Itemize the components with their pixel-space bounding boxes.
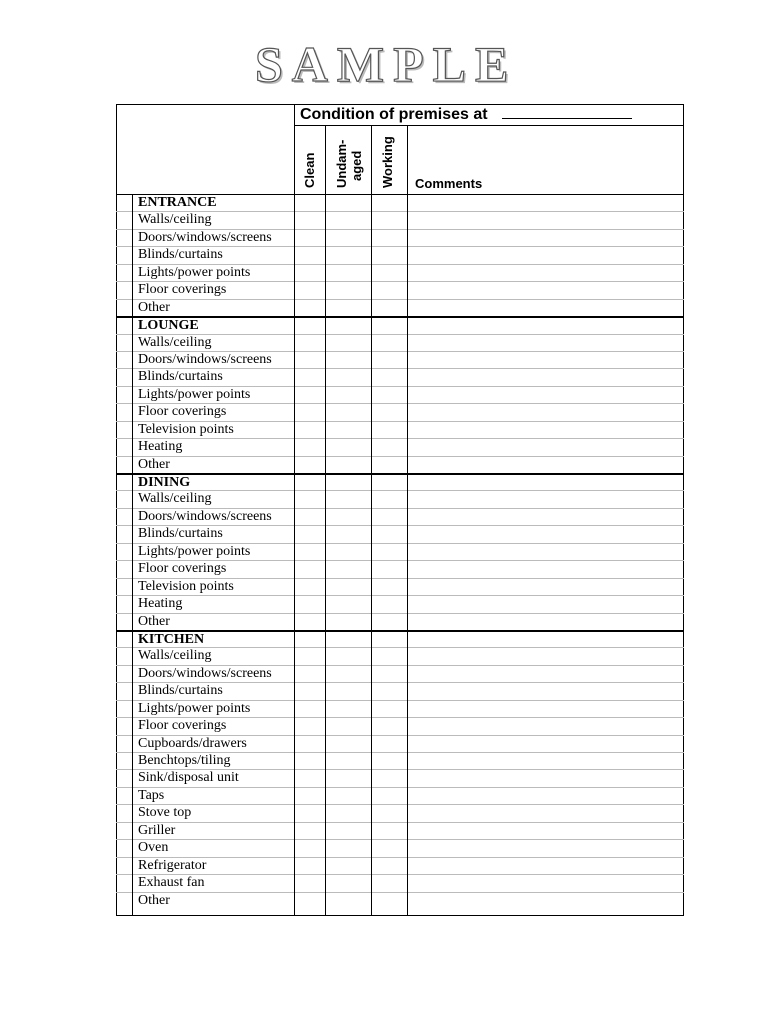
item-label: Benchtops/tiling [138, 753, 231, 768]
item-label: Heating [138, 596, 183, 612]
column-divider [371, 125, 372, 916]
item-label: Other [138, 892, 170, 908]
table-row [116, 578, 684, 595]
table-row [116, 874, 684, 891]
table-row [116, 368, 684, 385]
table-row [116, 717, 684, 734]
address-blank-line[interactable] [502, 104, 632, 119]
section-header-row [116, 194, 684, 211]
column-divider [407, 125, 408, 916]
table-row [116, 787, 684, 804]
table-row [116, 735, 684, 752]
item-label: Lights/power points [138, 264, 251, 280]
item-label: Griller [138, 822, 176, 838]
section-title: DINING [138, 475, 191, 490]
item-label: Sink/disposal unit [138, 770, 239, 786]
title-text: Condition of premises at [300, 106, 488, 123]
section-title: LOUNGE [138, 318, 199, 334]
table-row [116, 804, 684, 821]
table-row [116, 403, 684, 420]
table-row [116, 613, 684, 630]
item-label: Other [138, 299, 170, 315]
item-label: Floor coverings [138, 718, 227, 734]
table-row [116, 490, 684, 507]
item-label: Walls/ceiling [138, 491, 212, 507]
section-header-row [116, 630, 684, 647]
section-title: ENTRANCE [138, 195, 217, 210]
checklist-rows [116, 194, 684, 909]
item-label: Walls/ceiling [138, 334, 212, 350]
table-row [116, 857, 684, 874]
table-row [116, 543, 684, 560]
sample-watermark: SAMPLE [255, 36, 518, 92]
column-divider [294, 104, 295, 916]
table-row [116, 700, 684, 717]
table-row [116, 665, 684, 682]
item-label: Other [138, 613, 170, 629]
item-label: Blinds/curtains [138, 369, 223, 385]
table-row [116, 229, 684, 246]
item-label: Oven [138, 840, 169, 856]
table-row [116, 682, 684, 699]
item-label: Other [138, 456, 170, 472]
column-header-undamaged-line1: Undam- [334, 139, 349, 188]
section-title: KITCHEN [138, 631, 205, 647]
item-label: Blinds/curtains [138, 683, 223, 699]
item-label: Taps [138, 787, 165, 803]
item-label: Doors/windows/screens [138, 508, 272, 524]
table-row [116, 560, 684, 577]
section-header-row [116, 473, 684, 490]
column-divider [132, 194, 133, 916]
item-label: Television points [138, 578, 234, 594]
item-label: Television points [138, 421, 234, 437]
item-label: Floor coverings [138, 561, 227, 577]
item-label: Lights/power points [138, 386, 251, 402]
item-label: Walls/ceiling [138, 212, 212, 228]
column-header-comments: Comments [415, 176, 483, 191]
item-label: Blinds/curtains [138, 247, 223, 263]
table-row [116, 351, 684, 368]
item-label: Heating [138, 439, 183, 455]
section-header-row [116, 316, 684, 333]
table-row [116, 299, 684, 316]
table-row [116, 264, 684, 281]
table-row [116, 839, 684, 856]
item-label: Stove top [138, 805, 192, 821]
table-row [116, 525, 684, 542]
column-header-clean: Clean [302, 152, 317, 188]
item-label: Lights/power points [138, 700, 251, 716]
table-row [116, 386, 684, 403]
item-label: Exhaust fan [138, 875, 205, 891]
table-row [116, 892, 684, 909]
item-label: Walls/ceiling [138, 648, 212, 664]
column-header-working: Working [380, 136, 395, 188]
item-label: Doors/windows/screens [138, 351, 272, 367]
table-row [116, 211, 684, 228]
item-label: Floor coverings [138, 282, 227, 298]
table-row [116, 438, 684, 455]
table-title [300, 104, 684, 126]
table-row [116, 334, 684, 351]
table-row [116, 421, 684, 438]
table-row [116, 822, 684, 839]
item-label: Floor coverings [138, 404, 227, 420]
table-row [116, 595, 684, 612]
item-label: Refrigerator [138, 857, 207, 873]
table-row [116, 769, 684, 786]
item-label: Lights/power points [138, 543, 251, 559]
item-label: Cupboards/drawers [138, 735, 247, 751]
table-row [116, 752, 684, 769]
table-row [116, 647, 684, 664]
table-row [116, 508, 684, 525]
table-row [116, 456, 684, 473]
item-label: Blinds/curtains [138, 526, 223, 542]
title-rule [294, 125, 684, 126]
column-divider [325, 125, 326, 916]
item-label: Doors/windows/screens [138, 665, 272, 681]
table-row [116, 281, 684, 298]
column-header-undamaged-line2: aged [349, 150, 364, 181]
item-label: Doors/windows/screens [138, 229, 272, 245]
table-row [116, 246, 684, 263]
